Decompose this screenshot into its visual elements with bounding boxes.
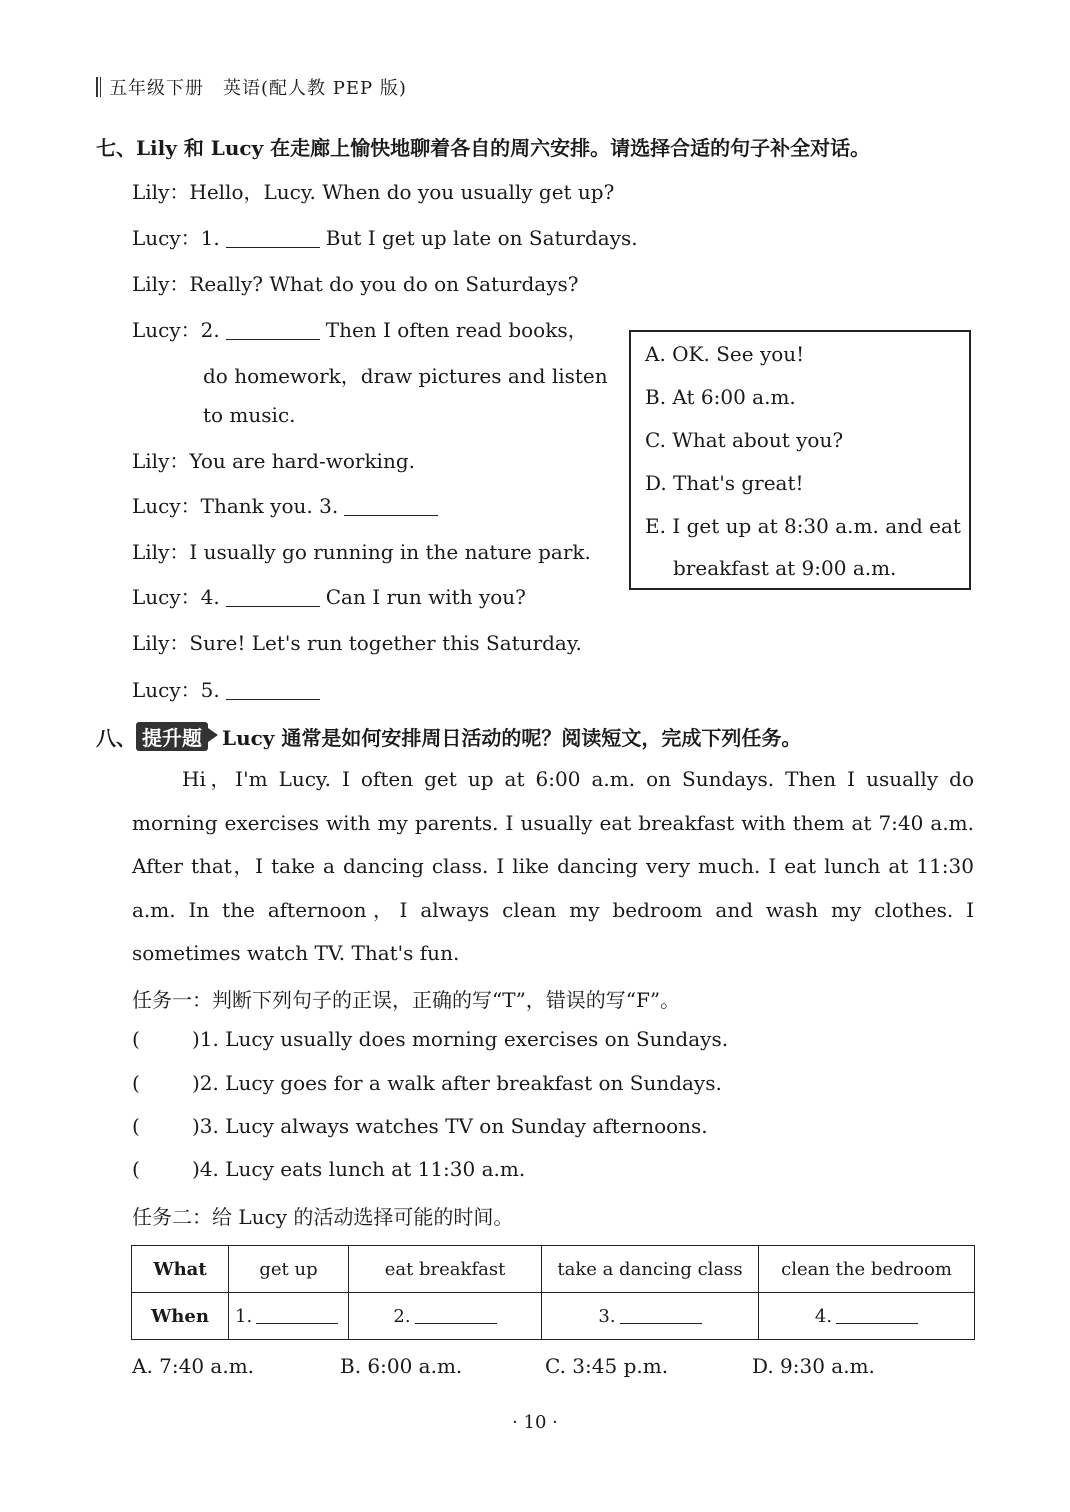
tf-item-1[interactable]: ( )1. Lucy usually does morning exercises on Sundays.	[132, 1027, 729, 1051]
dialog-line-3: Lily：Really? What do you do on Saturdays?	[132, 272, 579, 296]
blank-4[interactable]	[226, 588, 320, 607]
tf-item-2[interactable]: ( )2. Lucy goes for a walk after breakfast on Sundays.	[132, 1071, 722, 1095]
blank-2[interactable]	[226, 321, 320, 340]
option-e: E. I get up at 8:30 a.m. and eat	[645, 514, 961, 538]
activity-cell-3: take a dancing class	[542, 1246, 759, 1293]
dialog-line-2: Lucy：1. But I get up late on Saturdays.	[132, 226, 638, 250]
option-c: C. What about you?	[645, 428, 844, 452]
time-choice-b: B. 6:00 a.m.	[340, 1354, 463, 1378]
time-choice-a: A. 7:40 a.m.	[132, 1354, 255, 1378]
dialog-line-5: do homework，draw pictures and listen	[203, 364, 608, 388]
task1-title: 任务一：判断下列句子的正误，正确的写“T”，错误的写“F”。	[132, 988, 681, 1012]
tf-item-4[interactable]: ( )4. Lucy eats lunch at 11:30 a.m.	[132, 1157, 526, 1181]
table-row-what	[132, 1246, 975, 1293]
when-cell-3[interactable]: 3.	[542, 1293, 759, 1340]
blank-5[interactable]	[226, 681, 320, 700]
dialog-line-11: Lily：Sure! Let's run together this Saturday.	[132, 631, 582, 655]
reading-passage: Hi，I'm Lucy. I often get up at 6:00 a.m. on Sundays. Then I usually do morning exercises with my parents. I usually eat breakfast with them at 7:40 a.m. After that，I take a dancing class. I like dancing very much. I eat lunch at 11:30 a.m. In the afternoon，I always clean my bedroom and wash my clothes. I sometimes watch TV. That's fun.	[132, 767, 974, 965]
option-d: D. That's great!	[645, 471, 804, 495]
dialog-line-7: Lily：You are hard-working.	[132, 449, 415, 473]
header-text: 五年级下册 英语(配人教 PEP 版)	[109, 78, 407, 99]
option-e-cont: breakfast at 9:00 a.m.	[673, 556, 897, 580]
option-a: A. OK. See you!	[645, 342, 805, 366]
dialog-line-6: to music.	[203, 403, 296, 427]
row-header-what: What	[132, 1246, 229, 1293]
dialog-line-4: Lucy：2. Then I often read books，	[132, 318, 588, 342]
activity-time-table	[131, 1245, 975, 1340]
blank-1[interactable]	[226, 229, 320, 248]
page-header	[96, 74, 407, 100]
advanced-badge: 提升题	[136, 722, 208, 751]
section7-title: 七、Lily 和 Lucy 在走廊上愉快地聊着各自的周六安排。请选择合适的句子补全对话。	[96, 136, 871, 160]
option-b: B. At 6:00 a.m.	[645, 385, 796, 409]
when-cell-1[interactable]: 1.	[229, 1293, 349, 1340]
section8-title: 八、 提升题 Lucy 通常是如何安排周日活动的呢？阅读短文，完成下列任务。	[96, 722, 801, 751]
dialog-line-10: Lucy：4. Can I run with you?	[132, 585, 526, 609]
activity-cell-2: eat breakfast	[349, 1246, 542, 1293]
dialog-line-8: Lucy：Thank you. 3.	[132, 490, 444, 519]
activity-cell-4: clean the bedroom	[759, 1246, 975, 1293]
when-cell-2[interactable]: 2.	[349, 1293, 542, 1340]
when-cell-4[interactable]: 4.	[759, 1293, 975, 1340]
dialog-line-9: Lily：I usually go running in the nature park.	[132, 540, 591, 564]
task2-title: 任务二：给 Lucy 的活动选择可能的时间。	[132, 1205, 514, 1229]
time-choice-d: D. 9:30 a.m.	[752, 1354, 875, 1378]
table-row-when	[132, 1293, 975, 1340]
dialog-line-12: Lucy：5.	[132, 674, 326, 703]
dialog-line-1: Lily：Hello，Lucy. When do you usually get up?	[132, 180, 615, 204]
tf-item-3[interactable]: ( )3. Lucy always watches TV on Sunday afternoons.	[132, 1114, 708, 1138]
options-box	[629, 330, 971, 590]
blank-3[interactable]	[344, 497, 438, 516]
time-choice-c: C. 3:45 p.m.	[545, 1354, 669, 1378]
page-number: · 10 ·	[512, 1412, 558, 1433]
header-bar-icon	[96, 77, 101, 97]
row-header-when: When	[132, 1293, 229, 1340]
activity-cell-1: get up	[229, 1246, 349, 1293]
